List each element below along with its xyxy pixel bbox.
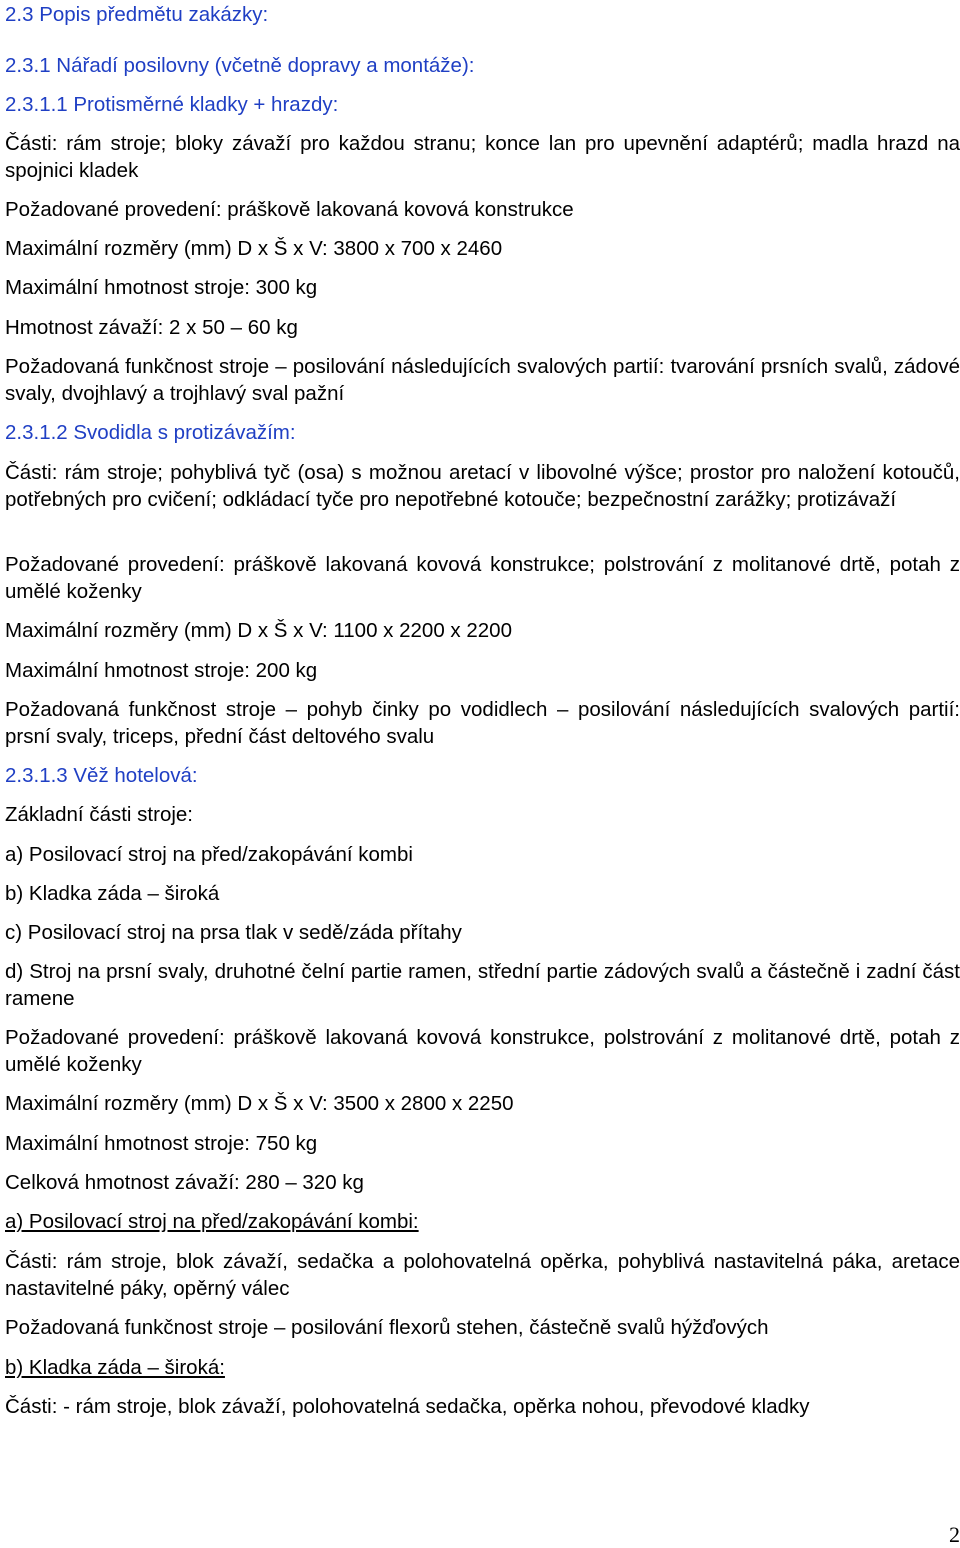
item1-dimensions: Maximální rozměry (mm) D x Š x V: 3800 x 700 x 2460 <box>5 237 503 260</box>
item3-heading: 2.3.1.3 Věž hotelová: <box>5 764 198 787</box>
item3-part-d: d) Stroj na prsní svaly, druhotné čelní partie ramen, střední partie zádových svalů a částečně i zadní část ramene <box>5 960 960 1010</box>
item1-weight: Maximální hmotnost stroje: 300 kg <box>5 276 318 299</box>
item3-sub-a-title: a) Posilovací stroj na před/zakopávání kombi: <box>5 1210 419 1233</box>
item3-sub-b-title: b) Kladka záda – široká: <box>5 1356 225 1379</box>
item3-sub-b-parts: Části: - rám stroje, blok závaží, polohovatelná sedačka, opěrka nohou, převodové kladky <box>5 1395 810 1418</box>
section-title: 2.3 Popis předmětu zakázky: <box>5 3 269 26</box>
item2-parts: Části: rám stroje; pohyblivá tyč (osa) s možnou aretací v libovolné výšce; prostor pro naložení kotoučů, potřebných pro cvičení; odkládací tyče pro nepotřebné kotouče; bezpečnostní zarážky; protizávaží <box>5 461 960 511</box>
item3-finish: Požadované provedení: práškově lakovaná kovová konstrukce, polstrování z molitanové drtě, potah z umělé koženky <box>5 1026 960 1076</box>
item3-sub-a-function: Požadovaná funkčnost stroje – posilování flexorů stehen, částečně svalů hýžďových <box>5 1316 769 1339</box>
item2-function: Požadovaná funkčnost stroje – pohyb činky po vodidlech – posilování následujících svalových partií: prsní svaly, triceps, přední část deltového svalu <box>5 698 960 748</box>
item2-weight: Maximální hmotnost stroje: 200 kg <box>5 659 318 682</box>
item3-dimensions: Maximální rozměry (mm) D x Š x V: 3500 x 2800 x 2250 <box>5 1092 514 1115</box>
item3-total-weights: Celková hmotnost závaží: 280 – 320 kg <box>5 1171 364 1194</box>
item3-sub-a-parts: Části: rám stroje, blok závaží, sedačka a polohovatelná opěrka, pohyblivá nastavitelná páka, aretace nastavitelné páky, opěrný válec <box>5 1250 960 1300</box>
item2-dimensions: Maximální rozměry (mm) D x Š x V: 1100 x 2200 x 2200 <box>5 619 512 642</box>
item3-part-b: b) Kladka záda – široká <box>5 882 220 905</box>
item3-weight: Maximální hmotnost stroje: 750 kg <box>5 1132 318 1155</box>
item1-parts: Části: rám stroje; bloky závaží pro každou stranu; konce lan pro upevnění adaptérů; madla hrazd na spojnici kladek <box>5 132 960 182</box>
item3-part-a: a) Posilovací stroj na před/zakopávání kombi <box>5 843 413 866</box>
subsection-title: 2.3.1 Nářadí posilovny (včetně dopravy a montáže): <box>5 54 475 77</box>
item3-base-parts-title: Základní části stroje: <box>5 803 193 826</box>
item1-heading: 2.3.1.1 Protisměrné kladky + hrazdy: <box>5 93 339 116</box>
item1-weights-stack: Hmotnost závaží: 2 x 50 – 60 kg <box>5 316 298 339</box>
item2-heading: 2.3.1.2 Svodidla s protizávažím: <box>5 421 296 444</box>
item3-part-c: c) Posilovací stroj na prsa tlak v sedě/záda přítahy <box>5 921 462 944</box>
page-number: 2 <box>949 1522 960 1547</box>
item2-finish: Požadované provedení: práškově lakovaná kovová konstrukce; polstrování z molitanové drtě, potah z umělé koženky <box>5 553 960 603</box>
item1-finish: Požadované provedení: práškově lakovaná kovová konstrukce <box>5 198 574 221</box>
item1-function: Požadovaná funkčnost stroje – posilování následujících svalových partií: tvarování prsních svalů, zádové svaly, dvojhlavý a trojhlavý sval pažní <box>5 355 960 405</box>
